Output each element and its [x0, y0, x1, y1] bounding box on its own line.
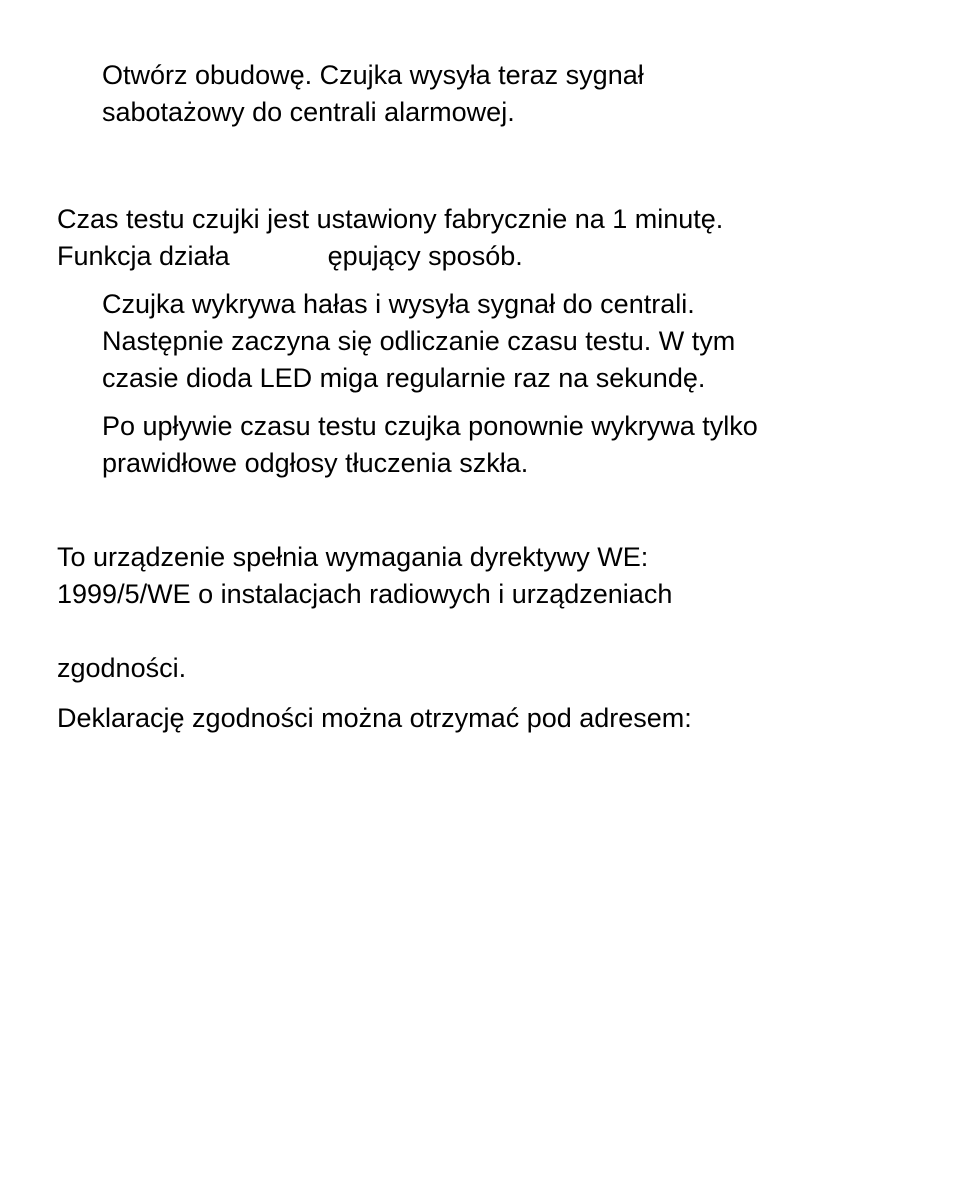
detection-line-1: Czujka wykrywa hałas i wysyła sygnał do centrali.: [102, 289, 695, 319]
detection-line-3: czasie dioda LED miga regularnie raz na sekundę.: [102, 363, 706, 393]
directive-line-1: To urządzenie spełnia wymagania dyrektywy WE:: [57, 542, 649, 572]
tamper-instruction-line-2: sabotażowy do centrali alarmowej.: [102, 97, 515, 127]
test-time-line-2-start: Funkcja działa: [57, 241, 230, 271]
after-test-line-1: Po upływie czasu testu czujka ponownie wykrywa tylko: [102, 411, 758, 441]
test-time-line-2: [57, 238, 523, 275]
directive-line-2: 1999/5/WE o instalacjach radiowych i urządzeniach: [57, 579, 673, 609]
tamper-instruction-line-1: Otwórz obudowę. Czujka wysyła teraz sygnał: [102, 60, 644, 90]
declaration-line: Deklarację zgodności można otrzymać pod adresem:: [57, 703, 692, 733]
after-test-line-2: prawidłowe odgłosy tłuczenia szkła.: [102, 448, 529, 478]
detection-line-2: Następnie zaczyna się odliczanie czasu testu. W tym: [102, 326, 736, 356]
test-time-line-2-end: ępujący sposób.: [327, 241, 523, 271]
test-time-line-1: Czas testu czujki jest ustawiony fabrycznie na 1 minutę.: [57, 204, 724, 234]
conformity-line: zgodności.: [57, 653, 187, 683]
